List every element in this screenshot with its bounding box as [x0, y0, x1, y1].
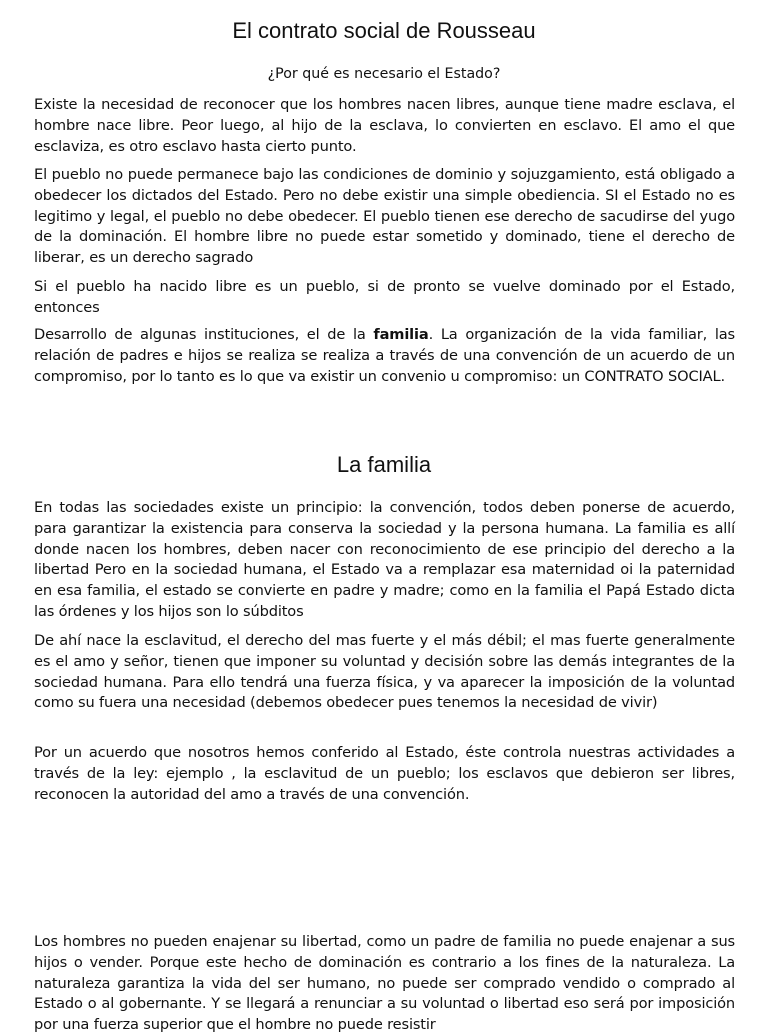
paragraph-1: Existe la necesidad de reconocer que los hombres nacen libres, aunque tiene madre esclava, el hombre nace libre. Peor luego, al hijo de la esclava, lo convierten en esclavo. El amo el que esclaviza, es otro esclavo hasta cierto punto. [34, 96, 735, 155]
paragraph-7: Por un acuerdo que nosotros hemos conferido al Estado, éste controla nuestras actividades a través de la ley: ejemplo , la esclavitud de un pueblo; los esclavos que debieron ser libres, reconocen la autoridad del amo a través de una convención. [34, 744, 735, 803]
page-title: El contrato social de Rousseau [232, 18, 536, 43]
paragraph-8: Los hombres no pueden enajenar su libertad, como un padre de familia no puede enajenar a sus hijos o vender. Porque este hecho de dominación es contrario a los fines de la naturaleza. La naturaleza garantiza la vida del ser humano, no puede ser comprado vendido o comprado al Estado o al gobernante. Y se llegará a renunciar a su voluntad o libertad eso será por imposición por una fuerza superior que el hombre no puede resistir [34, 933, 735, 1034]
paragraph-4-text-start: Desarrollo de algunas instituciones, el de la [34, 326, 374, 343]
paragraph-6: De ahí nace la esclavitud, el derecho del mas fuerte y el más débil; el mas fuerte generalmente es el amo y señor, tienen que imponer su voluntad y decisión sobre las demás integrantes de la sociedad humana. Para ello tendrá una fuerza física, y va aparecer la imposición de la voluntad como su fuera una necesidad (debemos obedecer pues tenemos la necesidad de vivir) [34, 632, 735, 712]
paragraph-2: El pueblo no puede permanece bajo las condiciones de dominio y sojuzgamiento, está obligado a obedecer los dictados del Estado. Pero no debe existir una simple obediencia. SI el Estado no es legitimo y legal, el pueblo no debe obedecer. El pueblo tienen ese derecho de sacudirse del yugo de la dominación. El hombre libre no puede estar sometido y dominado, tiene el derecho de liberar, es un derecho sagrado [34, 166, 735, 267]
paragraph-5: En todas las sociedades existe un principio: la convención, todos deben ponerse de acuerdo, para garantizar la existencia para conserva la sociedad y la persona humana. La familia es allí donde nacen los hombres, deben nacer con reconocimiento de ese principio del derecho a la libertad Pero en la sociedad humana, el Estado va a remplazar esa maternidad oi la paternidad en esa familia, el estado se convierte en padre y madre; como en la familia el Papá Estado dicta las órdenes y los hijos son lo súbditos [34, 499, 735, 620]
paragraph-4-bold-term: familia [373, 326, 429, 343]
paragraph-3: Si el pueblo ha nacido libre es un pueblo, si de pronto se vuelve dominado por el Estado, entonces [34, 278, 735, 316]
section-title-familia: La familia [336, 452, 432, 477]
paragraph-4 [34, 325, 735, 387]
paragraph-4-text-end: . La organización de la vida familiar, las relación de padres e hijos se realiza se realiza a través de una convención de un acuerdo de un compromiso, por lo tanto es lo que va existir un convenio u compromiso: un CONTRATO SOCIAL. [34, 326, 735, 385]
section-subtitle: ¿Por qué es necesario el Estado? [267, 66, 501, 82]
